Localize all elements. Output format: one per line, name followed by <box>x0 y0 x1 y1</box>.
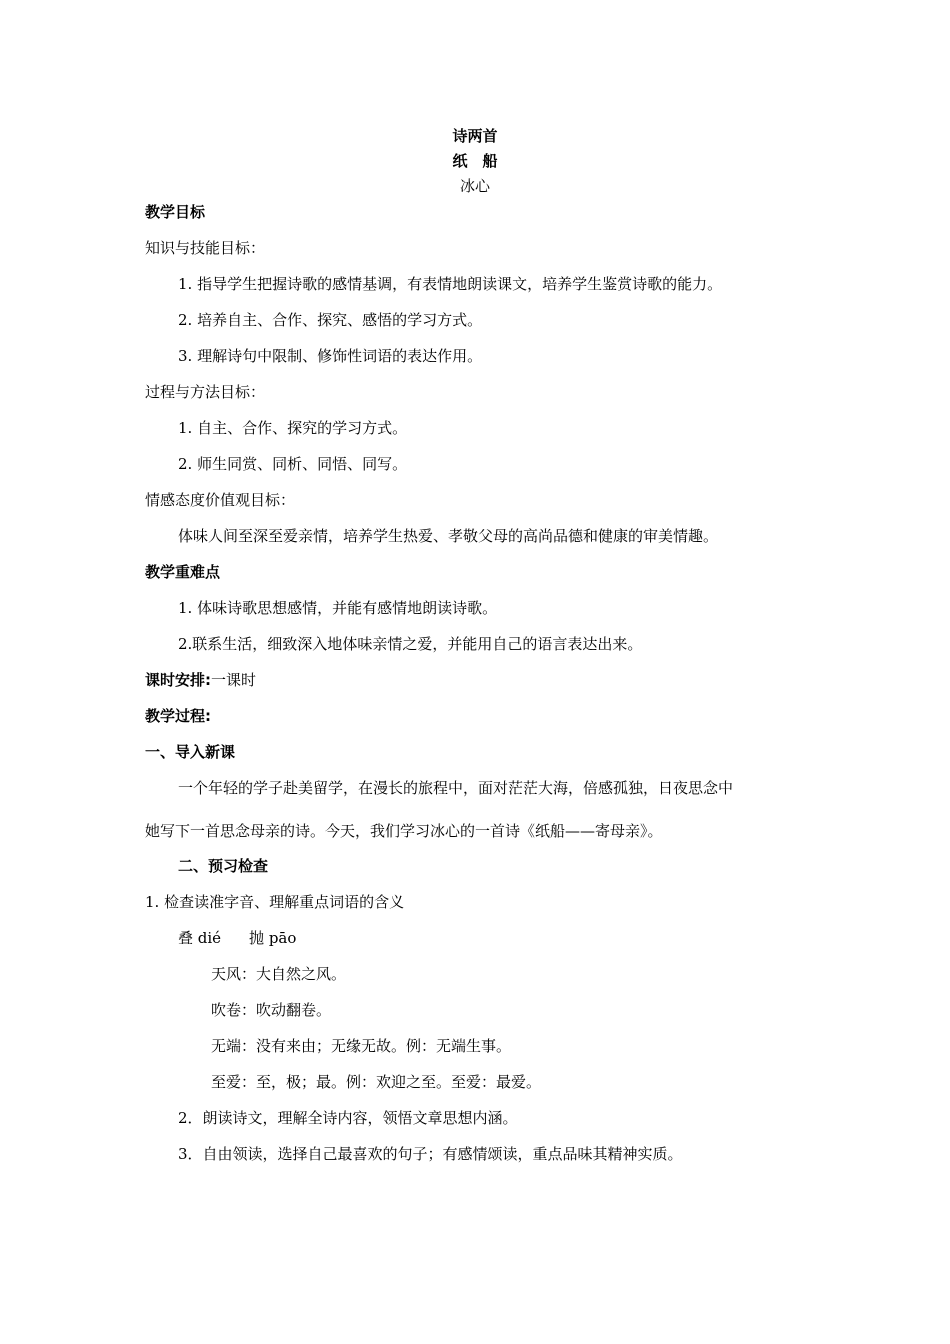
knowledge-item: 3. 理解诗句中限制、修饰性词语的表达作用。 <box>178 347 483 365</box>
preview-heading: 二、预习检查 <box>178 857 269 875</box>
key-point-item: 1. 体味诗歌思想感情，并能有感情地朗读诗歌。 <box>178 599 498 617</box>
emotion-heading: 情感态度价值观目标： <box>145 491 296 509</box>
key-point-item: 2.联系生活，细致深入地体味亲情之爱，并能用自己的语言表达出来。 <box>178 635 643 653</box>
vocab-item: 无端：没有来由；无缘无故。例：无端生事。 <box>211 1037 512 1055</box>
pinyin-item: 叠 dié <box>178 929 222 947</box>
vocab-item: 吹卷：吹动翻卷。 <box>211 1001 332 1019</box>
process-heading: 过程与方法目标： <box>145 383 266 401</box>
pinyin-item: 抛 pāo <box>249 929 297 947</box>
intro-paragraph-line: 她写下一首思念母亲的诗。今天，我们学习冰心的一首诗《纸船——寄母亲》。 <box>145 822 663 840</box>
schedule-label: 课时安排: <box>145 671 211 689</box>
knowledge-heading: 知识与技能目标： <box>145 239 266 257</box>
process-item: 1. 自主、合作、探究的学习方式。 <box>178 419 408 437</box>
process-item: 2. 师生同赏、同析、同悟、同写。 <box>178 455 408 473</box>
vocab-item: 天风：大自然之风。 <box>211 965 347 983</box>
schedule-line <box>145 670 256 690</box>
author-name: 冰心 <box>459 177 490 195</box>
vocab-item: 至爱：至，极；最。例：欢迎之至。至爱：最爱。 <box>211 1073 542 1091</box>
preview-item: 2．朗读诗文，理解全诗内容，领悟文章思想内涵。 <box>178 1109 518 1127</box>
section-heading-key-points: 教学重难点 <box>145 563 221 581</box>
document-title: 诗两首 <box>452 127 498 145</box>
emotion-text: 体味人间至深至爱亲情，培养学生热爱、孝敬父母的高尚品德和健康的审美情趣。 <box>178 527 719 545</box>
section-heading-goals: 教学目标 <box>145 203 206 221</box>
knowledge-item: 1. 指导学生把握诗歌的感情基调，有表情地朗读课文，培养学生鉴赏诗歌的能力。 <box>178 275 723 293</box>
intro-paragraph-line: 一个年轻的学子赴美留学，在漫长的旅程中，面对茫茫大海，倍感孤独，日夜思念中 <box>178 779 734 797</box>
preview-item: 1. 检查读准字音、理解重点词语的含义 <box>145 893 405 911</box>
schedule-value: 一课时 <box>211 671 257 689</box>
intro-heading: 一、导入新课 <box>145 743 236 761</box>
pinyin-line <box>178 928 296 948</box>
section-heading-process: 教学过程: <box>145 707 211 725</box>
knowledge-item: 2. 培养自主、合作、探究、感悟的学习方式。 <box>178 311 483 329</box>
lesson-title: 纸 船 <box>452 152 498 170</box>
preview-item: 3．自由领读，选择自己最喜欢的句子；有感情颂读，重点品味其精神实质。 <box>178 1145 683 1163</box>
